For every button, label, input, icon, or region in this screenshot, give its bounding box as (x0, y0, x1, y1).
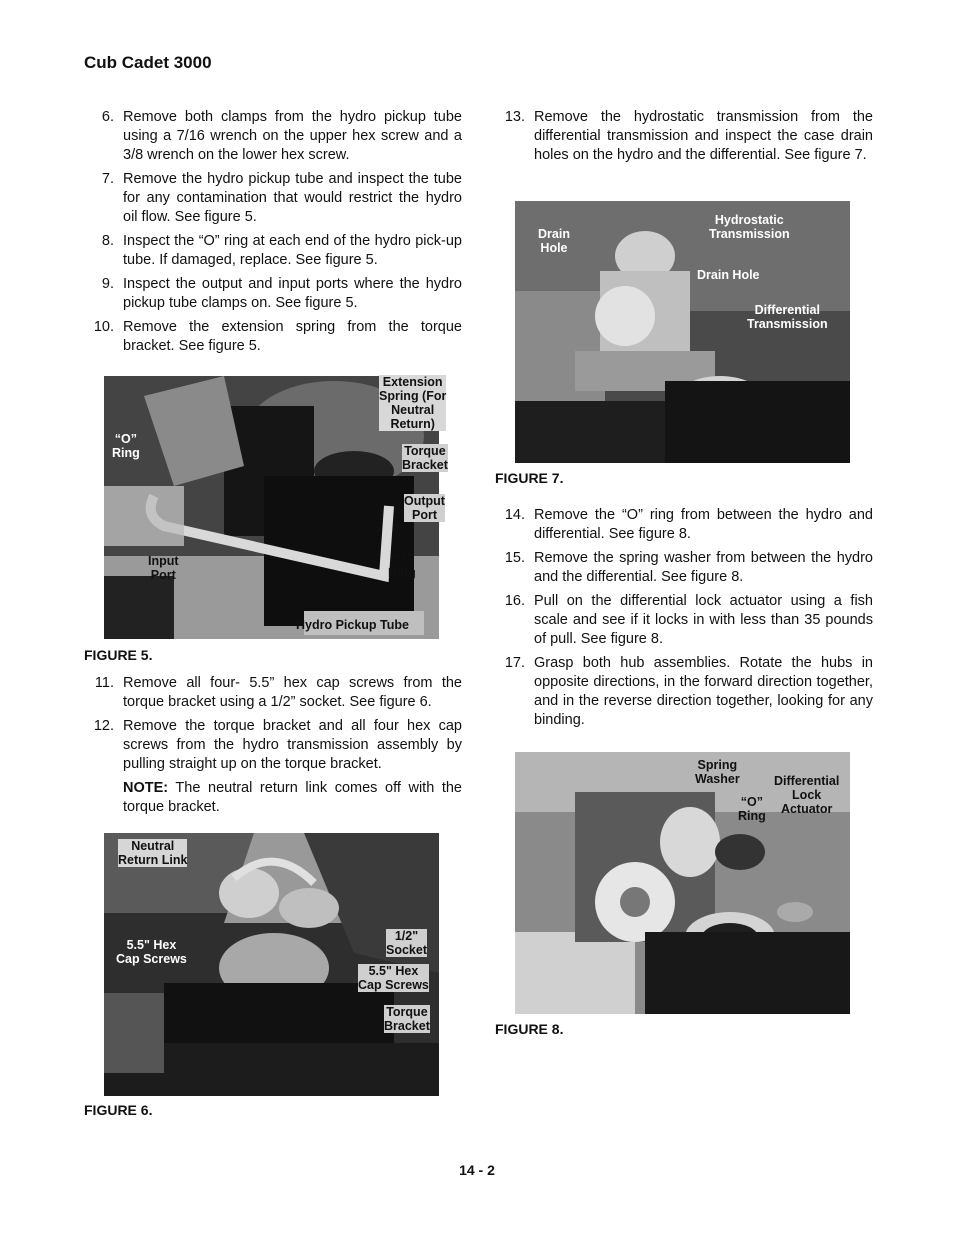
step-13: 13. Remove the hydrostatic transmission from the differential transmission and inspect the case drain holes on the hydro and the differential. See figure 7. (504, 109, 873, 163)
fig5-label-extension-spring: Extension Spring (For Neutral Return) (379, 375, 447, 431)
step-15: 15. Remove the spring washer from between the hydro and the differential. See figure 8. (504, 550, 873, 585)
step-10: 10. Remove the extension spring from the torque bracket. See figure 5. (93, 319, 462, 354)
fig8-label-o-ring: “O” Ring (738, 795, 766, 823)
figure-6-photo (104, 833, 439, 1096)
figure-8-caption: FIGURE 8. (495, 1021, 564, 1037)
step-8: 8. Inspect the “O” ring at each end of the hydro pick-up tube. If damaged, replace. See figure 5. (101, 233, 462, 268)
fig5-label-input-port: Input Port (148, 554, 179, 582)
fig6-label-neutral-return-link: Neutral Return Link (118, 839, 188, 867)
figure-7-photo (515, 201, 850, 463)
step-9: 9. Inspect the output and input ports where the hydro pickup tube clamps on. See figure 5. (101, 276, 462, 311)
figure-6-caption: FIGURE 6. (84, 1102, 153, 1118)
fig5-label-o-ring-left: “O” Ring (112, 432, 140, 460)
fig6-label-socket: 1/2" Socket (386, 929, 427, 957)
figure-7-caption: FIGURE 7. (495, 470, 564, 486)
page-number: 14 - 2 (459, 1162, 495, 1178)
figure-5-caption: FIGURE 5. (84, 647, 153, 663)
document-header-title: Cub Cadet 3000 (84, 53, 212, 72)
fig6-label-hex-left: 5.5" Hex Cap Screws (116, 938, 187, 966)
fig5-label-hydro-pickup-tube: Hydro Pickup Tube (296, 618, 409, 632)
step-11: 11. Remove all four- 5.5” hex cap screws from the torque bracket using a 1/2” socket. See figure 6. (94, 675, 462, 710)
fig6-label-torque-bracket: Torque Bracket (384, 1005, 430, 1033)
fig5-label-torque-bracket: Torque Bracket (402, 444, 448, 472)
fig8-label-spring-washer: Spring Washer (695, 758, 740, 786)
left-steps-b (84, 674, 462, 822)
note-neutral-return-link: NOTE: The neutral return link comes off with the torque bracket. (123, 780, 462, 815)
fig8-label-diff-lock: Differential Lock Actuator (774, 774, 840, 816)
fig7-label-hydrostatic: Hydrostatic Transmission (709, 213, 790, 241)
step-17: 17. Grasp both hub assemblies. Rotate the hubs in opposite directions, in the forward direction together, and in the reverse direction together, looking for any binding. (504, 655, 873, 728)
left-steps-a (84, 108, 462, 361)
right-steps-a (495, 108, 873, 170)
figure-8-photo (515, 752, 850, 1014)
fig7-label-differential: Differential Transmission (747, 303, 828, 331)
fig5-label-output-port: Output Port (404, 494, 445, 522)
step-7: 7. Remove the hydro pickup tube and inspect the tube for any contamination that would restrict the hydro oil flow. See figure 5. (101, 171, 462, 225)
figure-5-photo (104, 375, 448, 639)
fig7-label-drain-hole-left: Drain Hole (538, 227, 570, 255)
step-6: 6. Remove both clamps from the hydro pickup tube using a 7/16 wrench on the upper hex screw and a 3/8 wrench on the lower hex screw. (101, 109, 462, 163)
step-16: 16. Pull on the differential lock actuator using a fish scale and see if it locks in with less than 35 pounds of pull. See figure 8. (504, 593, 873, 647)
fig5-label-o-ring-right: “O” Ring (388, 552, 416, 580)
step-14: 14. Remove the “O” ring from between the hydro and differential. See figure 8. (504, 507, 873, 542)
fig6-label-hex-right: 5.5" Hex Cap Screws (358, 964, 429, 992)
fig7-label-drain-hole: Drain Hole (697, 268, 760, 282)
right-steps-b (495, 506, 873, 735)
step-12: 12. Remove the torque bracket and all four hex cap screws from the hydro transmission assembly by pulling straight up on the torque bracket. (93, 718, 462, 772)
